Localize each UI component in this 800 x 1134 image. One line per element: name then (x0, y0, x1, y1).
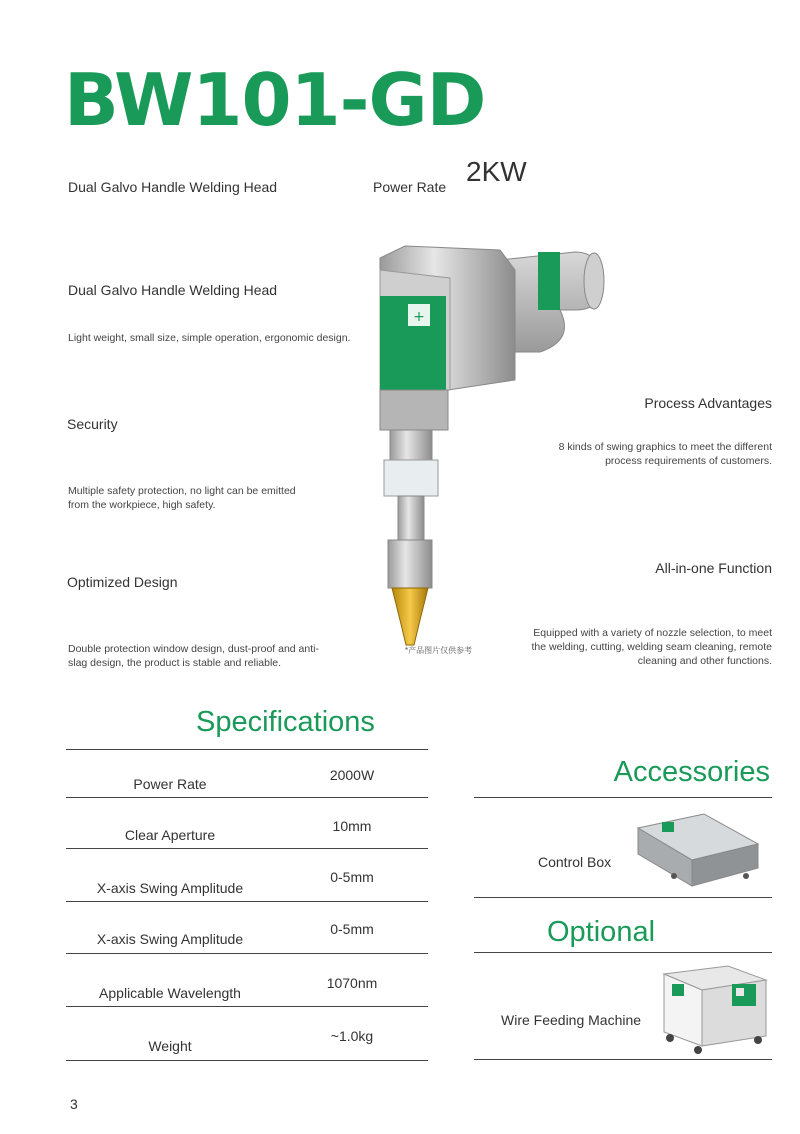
product-subtitle: Dual Galvo Handle Welding Head (68, 179, 278, 195)
spec-name: Weight (148, 1038, 192, 1054)
feature-title-allinone: All-in-one Function (655, 560, 772, 576)
power-rate-value: 2KW (466, 156, 527, 187)
feature-title-security: Security (67, 416, 118, 432)
spec-row-rule (66, 1006, 428, 1007)
spec-value: 0-5mm (330, 869, 374, 885)
spec-value: 0-5mm (330, 921, 374, 937)
feature-desc-allinone: Equipped with a variety of nozzle selection, to meet the welding, cutting, welding seam cleaning, remote cleaning and other functions. (531, 627, 772, 667)
wire-feeder-label: Wire Feeding Machine (501, 1012, 642, 1028)
spec-row-rule (66, 1060, 428, 1061)
feature-desc-handle: Light weight, small size, simple operation, ergonomic design. (68, 332, 351, 344)
wire-feeder-image (658, 958, 770, 1058)
spec-row-rule (66, 901, 428, 902)
product-title: BW101-GD (64, 58, 486, 142)
control-box-label: Control Box (538, 854, 612, 870)
optional-heading: Optional (547, 916, 656, 948)
spec-name: Clear Aperture (124, 827, 216, 843)
accessories-rule-bottom (474, 897, 772, 898)
spec-name: Applicable Wavelength (99, 985, 241, 1001)
feature-title-handle: Dual Galvo Handle Welding Head (68, 282, 278, 298)
spec-name: X-axis Swing Amplitude (96, 931, 244, 947)
spec-row-rule (66, 848, 428, 849)
feature-title-process: Process Advantages (644, 395, 772, 411)
optional-rule-bottom (474, 1059, 772, 1060)
specifications-heading: Specifications (196, 706, 375, 738)
spec-row-rule (66, 953, 428, 954)
spec-name: Power Rate (133, 776, 207, 792)
spec-name: X-axis Swing Amplitude (96, 880, 244, 896)
spec-value: 1070nm (326, 975, 378, 991)
feature-title-optimized: Optimized Design (67, 574, 178, 590)
spec-rule-top (66, 749, 428, 750)
page-number: 3 (70, 1096, 78, 1112)
spec-row-rule (66, 797, 428, 798)
accessories-rule-top (474, 797, 772, 798)
welding-head-image (340, 240, 620, 650)
optional-rule-top (474, 952, 772, 953)
control-box-image (634, 810, 760, 890)
accessories-heading: Accessories (613, 756, 770, 788)
spec-value: 2000W (329, 767, 375, 783)
power-rate-label: Power Rate (373, 179, 447, 195)
feature-desc-security: Multiple safety protection, no light can be emitted from the workpiece, high safety. (68, 485, 296, 511)
svg-text:+: + (413, 309, 425, 325)
spec-value: 10mm (332, 818, 372, 834)
feature-desc-process: 8 kinds of swing graphics to meet the different process requirements of customers. (558, 441, 772, 467)
image-reference-note: *产品图片仅供参考 (405, 646, 473, 655)
spec-value: ~1.0kg (330, 1028, 374, 1044)
feature-desc-optimized: Double protection window design, dust-proof and anti-slag design, the product is stable and reliable. (68, 643, 319, 669)
